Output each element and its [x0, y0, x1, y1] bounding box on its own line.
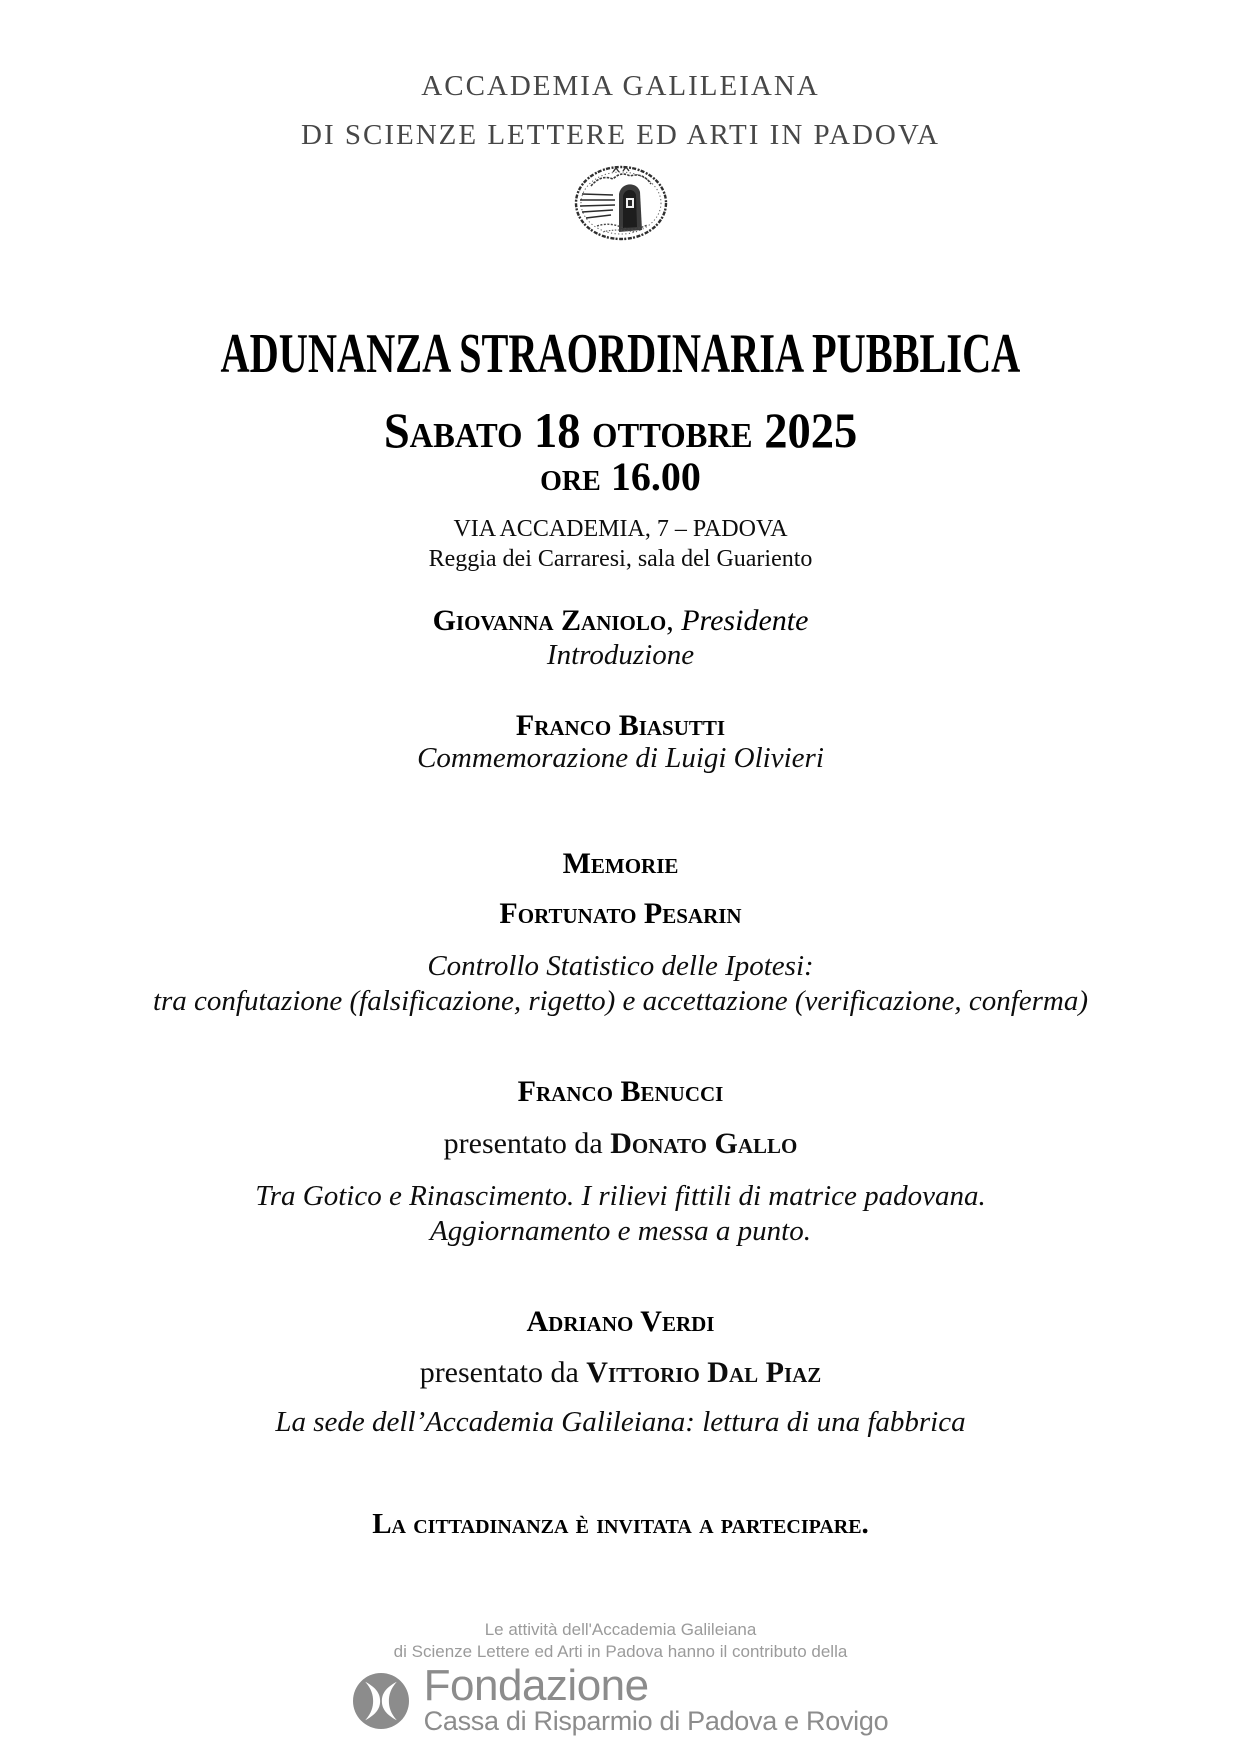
- fondazione-logo: [0, 1661, 1241, 1737]
- cariparo-double-crescent-icon: [353, 1673, 409, 1729]
- fondazione-logo-text: [423, 1661, 889, 1737]
- org-name-line1: ACCADEMIA GALILEIANA: [421, 70, 820, 102]
- event-title: [0, 323, 1241, 386]
- event-address-line2: Reggia dei Carraresi, sala del Guariento: [428, 546, 813, 572]
- memoria3-presented-prefix: presentato da: [419, 1356, 587, 1389]
- closing-invitation: La cittadinanza è invitata a partecipare.: [372, 1508, 869, 1540]
- president-talk-title: Introduzione: [546, 639, 695, 671]
- memorie-section-heading: Memorie: [562, 847, 679, 880]
- fondazione-logo-title: Fondazione: [423, 1661, 649, 1710]
- memoria3-title-line1: La sede dell’Accademia Galileiana: lettura di una fabbrica: [275, 1406, 966, 1438]
- fondazione-logo-subtitle: Cassa di Risparmio di Padova e Rovigo: [423, 1706, 889, 1737]
- president-line: [0, 604, 1241, 638]
- memoria3-speaker: Adriano Verdi: [526, 1305, 715, 1338]
- president-separator: ,: [666, 604, 682, 637]
- memoria2-title-line1: Tra Gotico e Rinascimento. I rilievi fittili di matrice padovana.: [255, 1180, 986, 1212]
- memoria1-title-line2: tra confutazione (falsificazione, rigetto) e accettazione (verificazione, conferma): [152, 985, 1089, 1017]
- memoria1-speaker: Fortunato Pesarin: [499, 897, 742, 930]
- memoria2-presented-line: [0, 1127, 1241, 1161]
- academy-seal: [0, 164, 1241, 247]
- footer-credit-line1: Le attività dell'Accademia Galileiana: [484, 1620, 757, 1639]
- memoria3-presented-line: [0, 1356, 1241, 1390]
- memoria2-speaker: Franco Benucci: [517, 1075, 724, 1108]
- footer-credit-line2: di Scienze Lettere ed Arti in Padova hanno il contributo della: [393, 1642, 848, 1661]
- memoria2-presenter: Donato Gallo: [610, 1127, 798, 1160]
- event-address-line1: VIA ACCADEMIA, 7 – PADOVA: [453, 516, 788, 542]
- memoria1-title-line1: Controllo Statistico delle Ipotesi:: [427, 950, 814, 982]
- president-name: Giovanna Zaniolo: [432, 604, 667, 637]
- memoria2-presented-prefix: presentato da: [443, 1127, 611, 1160]
- event-title-text: ADUNANZA STRAORDINARIA PUBBLICA: [220, 323, 1021, 385]
- memoria3-presenter: Vittorio Dal Piaz: [586, 1356, 822, 1389]
- commemoration-title: Commemorazione di Luigi Olivieri: [417, 742, 824, 774]
- president-role: Presidente: [681, 604, 809, 637]
- event-date-text: Sabato 18 ottobre 2025: [383, 402, 858, 458]
- org-name-line2: DI SCIENZE LETTERE ED ARTI IN PADOVA: [301, 119, 940, 151]
- academy-seal-icon: [573, 164, 669, 242]
- event-date: [0, 402, 1241, 458]
- commemoration-speaker: Franco Biasutti: [515, 709, 726, 742]
- memoria2-title-line2: Aggiornamento e messa a punto.: [430, 1215, 811, 1247]
- event-time: ore 16.00: [540, 454, 701, 499]
